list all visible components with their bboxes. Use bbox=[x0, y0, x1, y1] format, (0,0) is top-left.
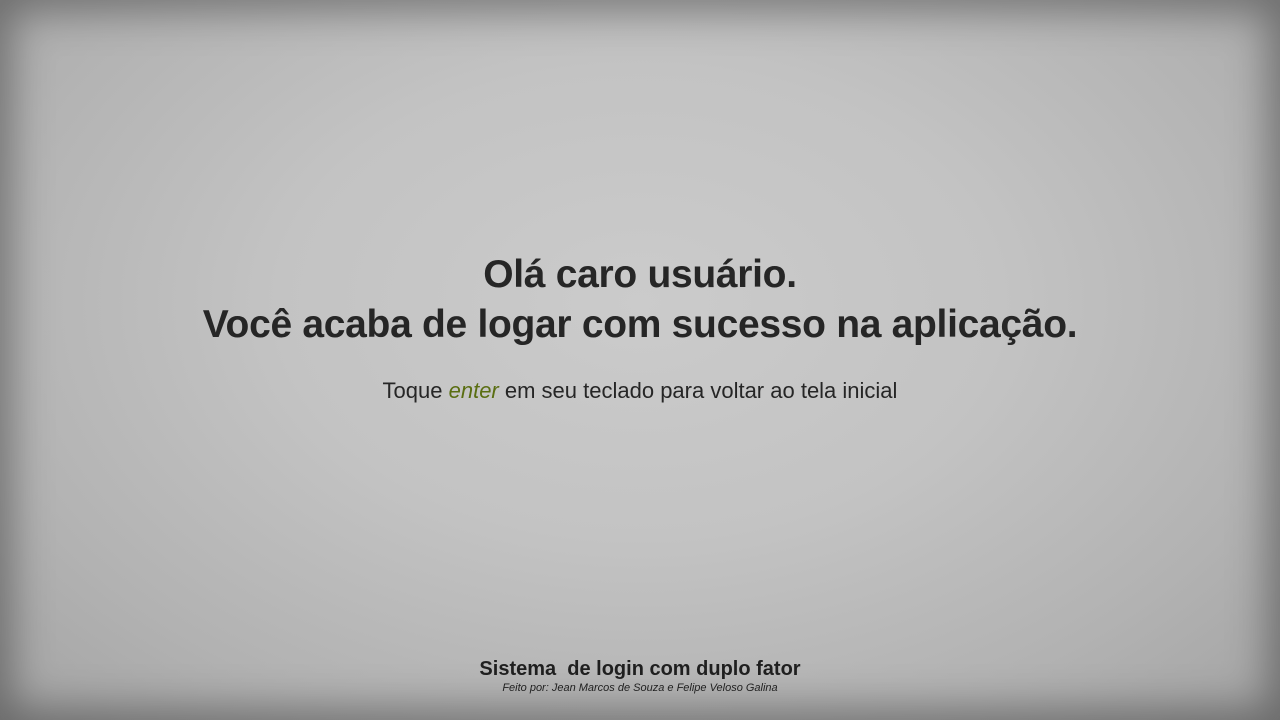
login-success-heading: Você acaba de logar com sucesso na aplicação. bbox=[202, 303, 1078, 346]
app-title: Sistema de login com duplo fator bbox=[479, 658, 801, 680]
footer bbox=[0, 656, 1280, 695]
instruction-prefix: Toque bbox=[382, 378, 449, 403]
greeting-heading: Olá caro usuário. bbox=[483, 253, 797, 296]
enter-key-hint: enter bbox=[448, 378, 499, 403]
authors-credits: Feito por: Jean Marcos de Souza e Felipe Veloso Galina bbox=[502, 682, 778, 694]
return-instruction bbox=[0, 376, 1280, 406]
success-message bbox=[0, 250, 1280, 406]
instruction-suffix: em seu teclado para voltar ao tela inicial bbox=[498, 378, 898, 403]
